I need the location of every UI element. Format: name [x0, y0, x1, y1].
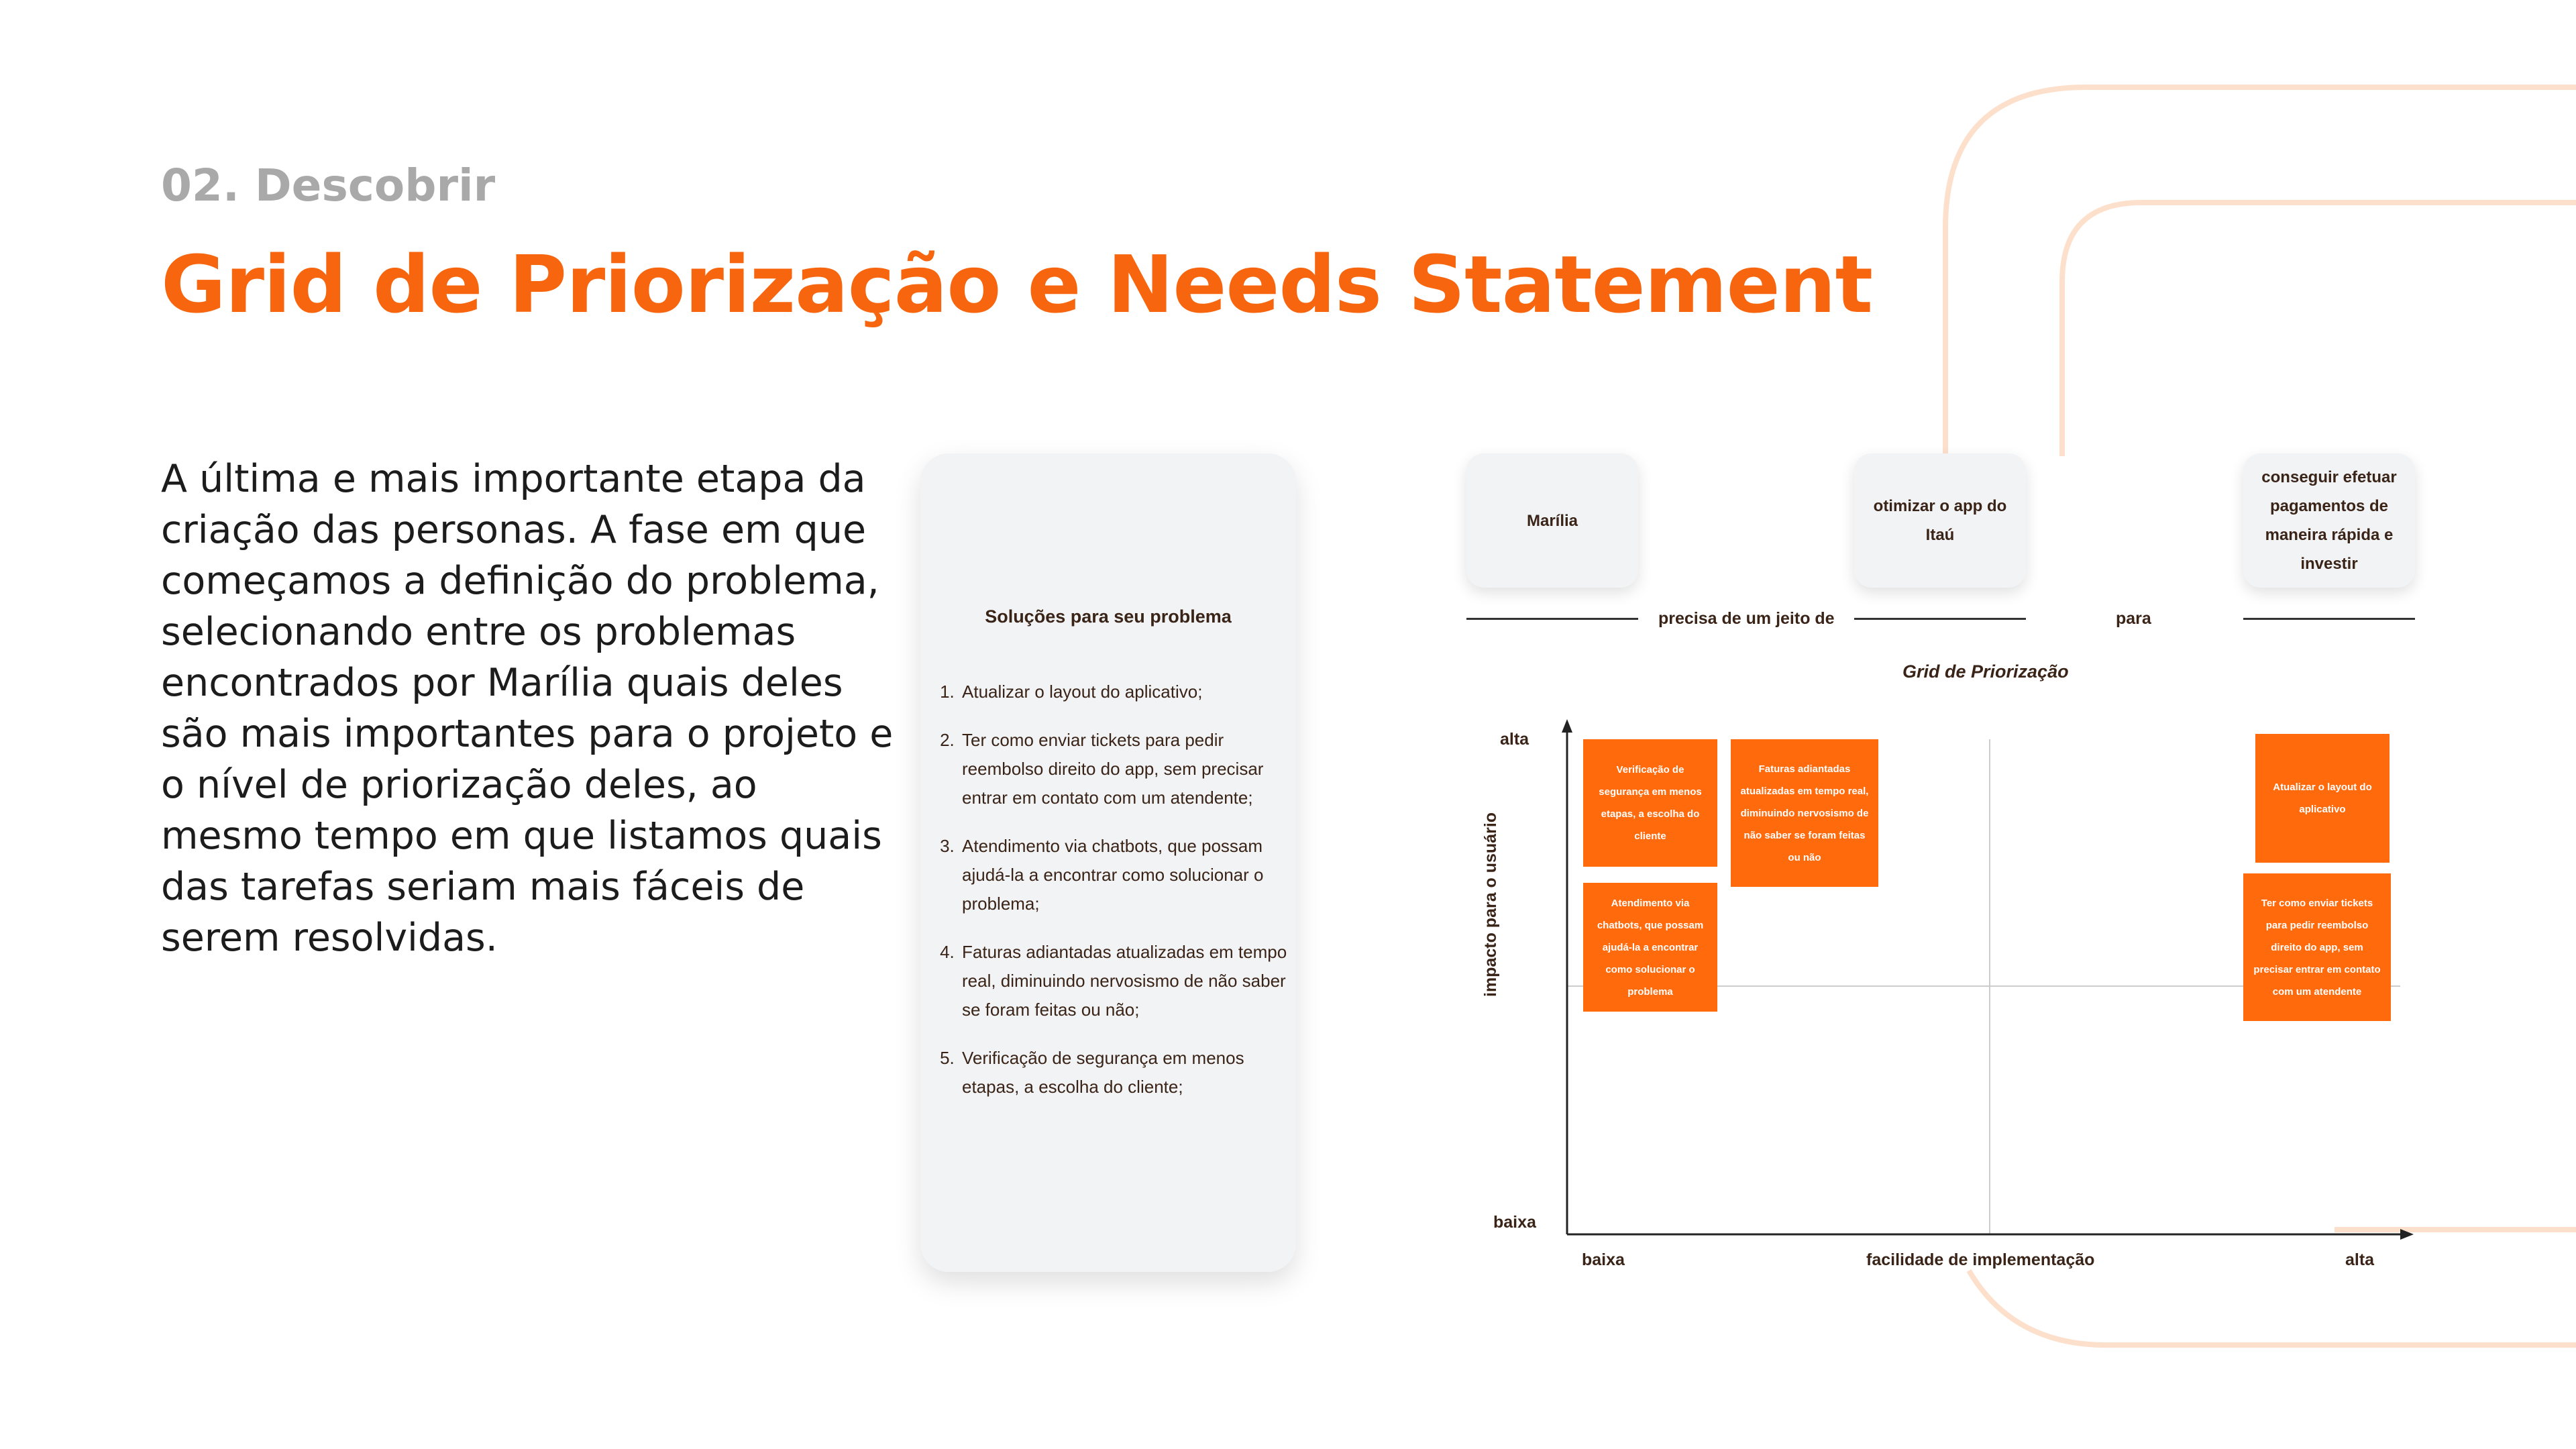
x-axis-low-label: baixa — [1582, 1250, 1625, 1269]
solutions-list — [945, 678, 1288, 1121]
list-item: 1. Atualizar o layout do aplicativo; — [959, 678, 1288, 706]
list-item: 5. Verificação de segurança em menos etapas, a escolha do cliente; — [959, 1044, 1288, 1102]
needs-need-box: otimizar o app do Itaú — [1854, 453, 2026, 588]
solutions-card-title: Soluções para seu problema — [985, 606, 1232, 627]
y-axis-high-label: alta — [1500, 730, 1529, 749]
list-item: 4. Faturas adiantadas atualizadas em tempo real, diminuindo nervosismo de não saber se foram feitas ou não; — [959, 938, 1288, 1024]
page-title: Grid de Priorização e Needs Statement — [161, 238, 1873, 331]
sticky-note-tickets: Ter como enviar tickets para pedir reembolso direito do app, sem precisar entrar em contato com um atendente — [2243, 873, 2391, 1021]
x-axis-label: facilidade de implementação — [1866, 1250, 2095, 1269]
needs-blank-line-3 — [2243, 618, 2415, 620]
sticky-note-layout: Atualizar o layout do aplicativo — [2255, 734, 2390, 863]
intro-paragraph: A última e mais importante etapa da criação das personas. A fase em que começamos a definição do problema, selecionando entre os problemas encontrados por Marília quais deles são mais importantes para o projeto e o nível de priorização deles, ao mesmo tempo em que listamos quais das tarefas seriam mais fáceis de serem resolvidas. — [161, 457, 894, 960]
needs-goal-box: conseguir efetuar pagamentos de maneira rápida e investir — [2243, 453, 2415, 588]
x-axis-high-label: alta — [2345, 1250, 2375, 1269]
list-item: 2. Ter como enviar tickets para pedir reembolso direito do app, sem precisar entrar em contato com um atendente; — [959, 726, 1288, 812]
sticky-note-chatbots: Atendimento via chatbots, que possam ajudá-la a encontrar como solucionar o problema — [1583, 883, 1717, 1012]
needs-connector-1: precisa de um jeito de — [1658, 609, 1835, 628]
needs-blank-line-2 — [1854, 618, 2026, 620]
sticky-note-security: Verificação de segurança em menos etapas, a escolha do cliente — [1583, 739, 1717, 867]
y-axis-low-label: baixa — [1493, 1213, 1536, 1232]
grid-title: Grid de Priorização — [1902, 661, 2069, 682]
list-item: 3. Atendimento via chatbots, que possam ajudá-la a encontrar como solucionar o problema; — [959, 832, 1288, 918]
solutions-card — [920, 453, 1296, 1272]
needs-persona-box: Marília — [1466, 453, 1638, 588]
y-axis-label: impacto para o usuário — [1481, 812, 1500, 997]
needs-connector-2: para — [2116, 609, 2151, 628]
section-label: 02. Descobrir — [161, 160, 496, 211]
sticky-note-invoices: Faturas adiantadas atualizadas em tempo real, diminuindo nervosismo de não saber se foram feitas ou não — [1731, 739, 1878, 887]
needs-blank-line-1 — [1466, 618, 1638, 620]
